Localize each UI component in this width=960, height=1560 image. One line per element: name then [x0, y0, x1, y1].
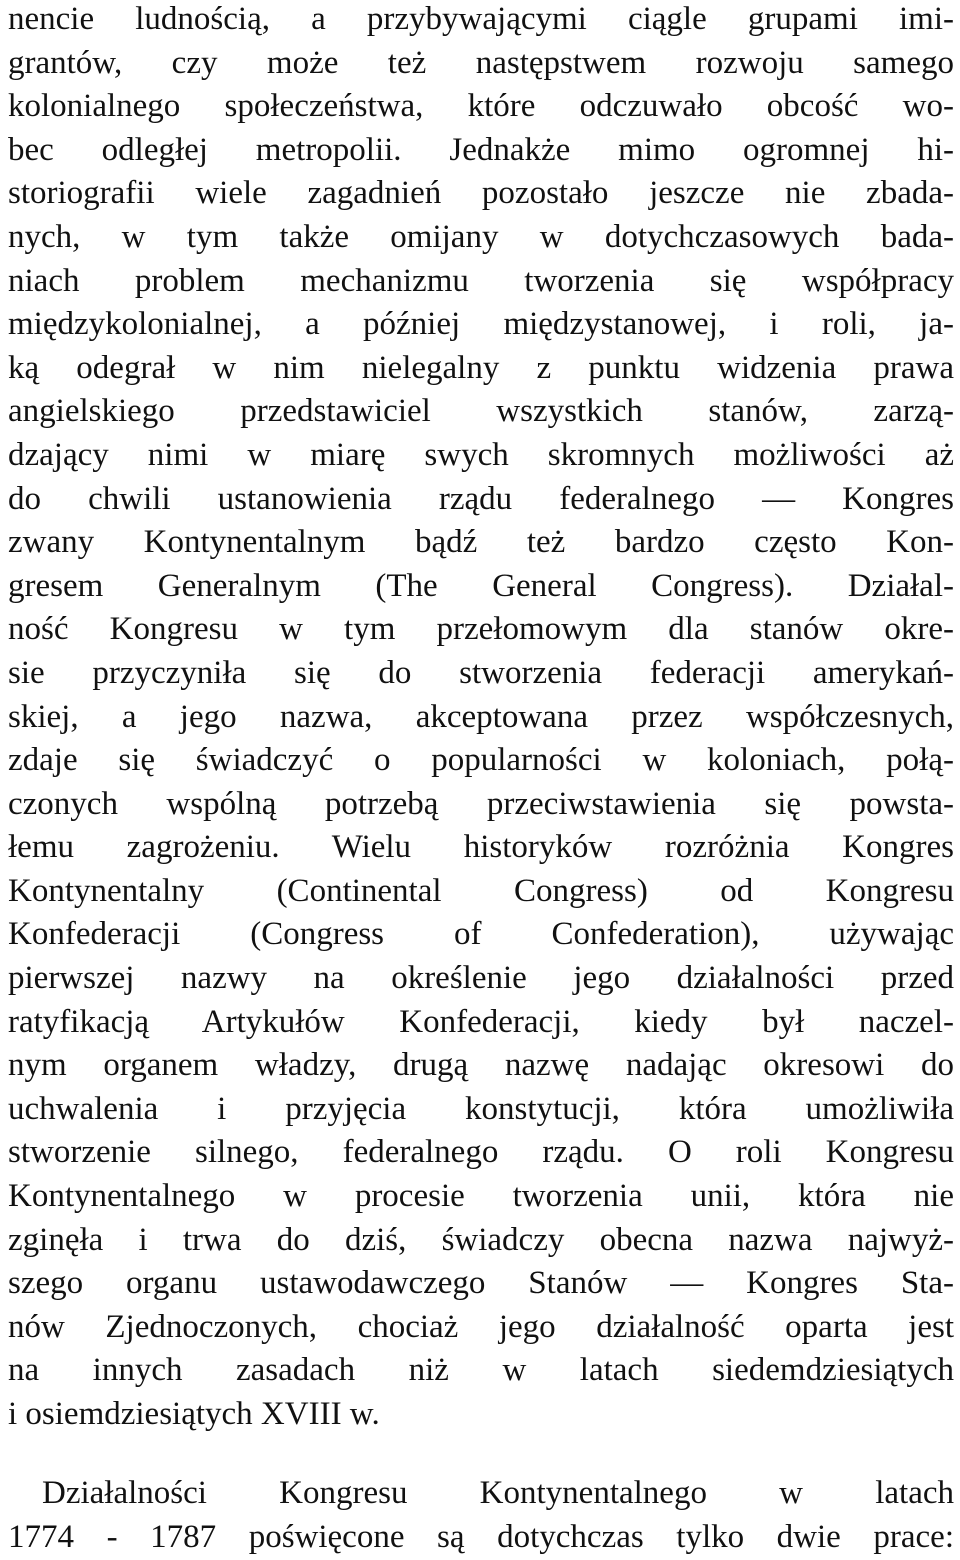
- text-line: do chwili ustanowienia rządu federalnego — Kongres: [8, 480, 954, 517]
- text-line: gresem Generalnym (The General Congress). Działal-: [8, 567, 954, 604]
- text-line: szego organu ustawodawczego Stanów — Kongres Sta-: [8, 1265, 954, 1302]
- text-line: zginęła i trwa do dziś, świadczy obecna nazwa najwyż-: [8, 1221, 954, 1258]
- text-line: kolonialnego społeczeństwa, które odczuwało obcość wo-: [8, 88, 954, 125]
- text-line: międzykolonialnej, a później międzystanowej, i roli, ja-: [8, 306, 954, 343]
- text-line: bec odległej metropolii. Jednakże mimo ogromnej hi-: [8, 131, 954, 168]
- text-line: zdaje się świadczyć o popularności w koloniach, połą-: [8, 742, 954, 779]
- paragraph-1: [8, 0, 954, 1437]
- text-line: Kontynentalny (Continental Congress) od Kongresu: [8, 872, 954, 909]
- text-line: ność Kongresu w tym przełomowym dla stanów okre-: [8, 611, 954, 648]
- text-line: 1774 - 1787 poświęcone są dotychczas tylko dwie prace:: [8, 1518, 954, 1555]
- text-line: Działalności Kongresu Kontynentalnego w latach: [42, 1475, 954, 1511]
- text-line: sie przyczyniła się do stworzenia federacji amerykań-: [8, 654, 954, 691]
- text-line: stworzenie silnego, federalnego rządu. O roli Kongresu: [8, 1134, 954, 1171]
- text-line: Konfederacji (Congress of Confederation), używając: [8, 916, 954, 953]
- text-line: Kontynentalnego w procesie tworzenia unii, która nie: [8, 1178, 954, 1215]
- text-line: nych, w tym także omijany w dotychczasowych bada-: [8, 218, 954, 255]
- text-line: storiografii wiele zagadnień pozostało jeszcze nie zbada-: [8, 175, 954, 212]
- text-line: dzający nimi w miarę swych skromnych możliwości aż: [8, 436, 954, 473]
- text-line: nym organem władzy, drugą nazwę nadając okresowi do: [8, 1047, 954, 1084]
- text-line: nów Zjednoczonych, chociaż jego działalność oparta jest: [8, 1308, 954, 1345]
- text-line: angielskiego przedstawiciel wszystkich stanów, zarzą-: [8, 393, 954, 430]
- text-line: łemu zagrożeniu. Wielu historyków rozróżnia Kongres: [8, 829, 954, 866]
- text-line: uchwalenia i przyjęcia konstytucji, która umożliwiła: [8, 1090, 954, 1127]
- text-line: zwany Kontynentalnym bądź też bardzo często Kon-: [8, 524, 954, 561]
- text-line: ką odegrał w nim nielegalny z punktu widzenia prawa: [8, 349, 954, 386]
- paragraph-2: [8, 1472, 954, 1559]
- text-line: czonych wspólną potrzebą przeciwstawienia się powsta-: [8, 785, 954, 822]
- text-line: ratyfikacją Artykułów Konfederacji, kiedy był naczel-: [8, 1003, 954, 1040]
- text-line: niach problem mechanizmu tworzenia się współpracy: [8, 262, 954, 299]
- text-line: grantów, czy może też następstwem rozwoju samego: [8, 44, 954, 81]
- text-line: i osiemdziesiątych XVIII w.: [8, 1396, 380, 1432]
- text-line: pierwszej nazwy na określenie jego działalności przed: [8, 960, 954, 997]
- text-line: na innych zasadach niż w latach siedemdziesiątych: [8, 1352, 954, 1389]
- text-line: nencie ludnością, a przybywającymi ciągle grupami imi-: [8, 1, 954, 37]
- text-line: skiej, a jego nazwa, akceptowana przez współczesnych,: [8, 698, 954, 735]
